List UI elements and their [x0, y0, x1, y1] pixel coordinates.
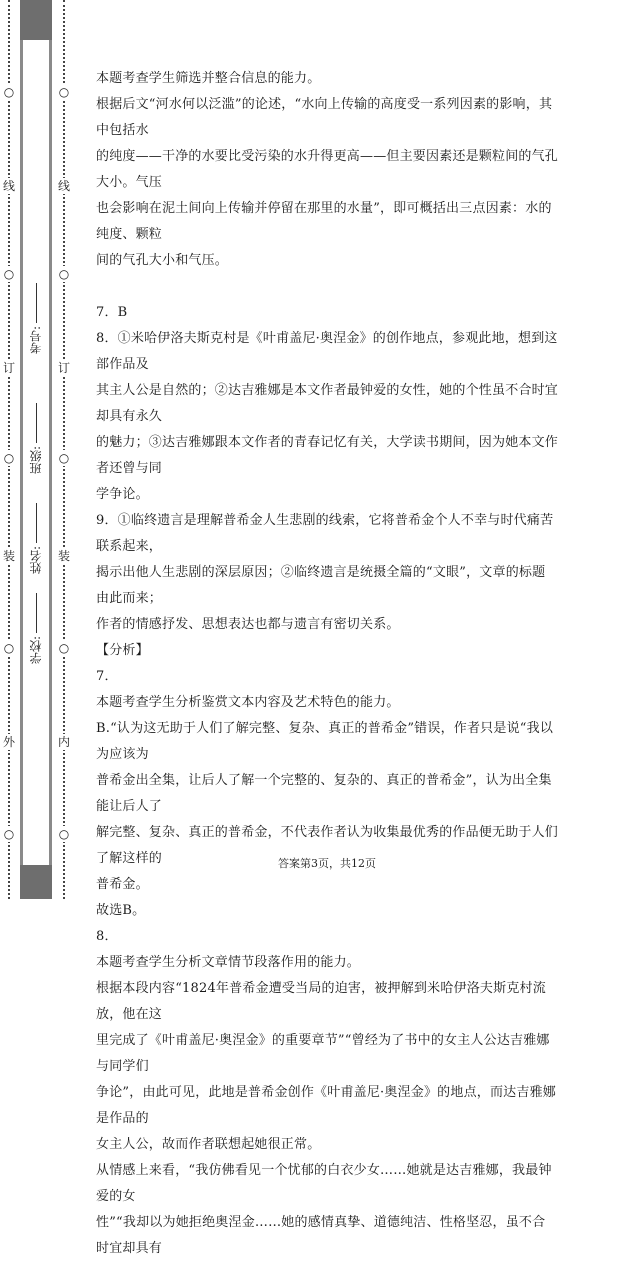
- outer-circle-mark: ○: [0, 266, 18, 282]
- text-line: 本题考查学生分析鉴赏文本内容及艺术特色的能力。: [96, 695, 400, 710]
- text-line: 争论”，由此可见，此地是普希金创作《叶甫盖尼·奥涅金》的地点，而达吉雅娜是作品的: [96, 1085, 556, 1126]
- text-line: 解完整、复杂、真正的普希金，不代表作者认为收集最优秀的作品便无助于人们了解这样的: [96, 825, 559, 866]
- text-line: 揭示出他人生悲剧的深层原因；②临终遗言是统摄全篇的“文眼”，文章的标题由此而来；: [96, 565, 546, 606]
- text-line: 根据后文“河水何以泛滥”的论述，“水向上传输的高度受一系列因素的影响，其中包括水: [96, 97, 553, 138]
- text-line: 从情感上来看，“我仿佛看见一个忧郁的白衣少女……她就是达吉雅娜，我最钟爱的女: [96, 1163, 552, 1204]
- class-label: 班级:: [29, 446, 43, 475]
- answer-8: 8．①米哈伊洛夫斯克村是《叶甫盖尼·奥涅金》的创作地点，参观此地，想到这部作品及: [96, 331, 558, 372]
- name-field: [20, 500, 52, 574]
- text-line: B.“认为这无助于人们了解完整、复杂、真正的普希金”错误，作者只是说“我以为应该为: [96, 721, 554, 762]
- outer-circle-mark: ○: [0, 640, 18, 656]
- school-label: 学校:: [29, 636, 43, 665]
- analysis-8-number: 8．: [96, 929, 118, 944]
- inner-circle-mark: ○: [55, 84, 73, 100]
- text-line: 根据本段内容“1824年普希金遭受当局的迫害，被押解到米哈伊洛夫斯克村流放，他在这: [96, 981, 546, 1022]
- class-field: [20, 400, 52, 474]
- text-line: 本题考查学生筛选并整合信息的能力。: [96, 71, 321, 86]
- text-line: 普希金出全集，让后人了解一个完整的、复杂的、真正的普希金”，认为出全集能让后人了: [96, 773, 552, 814]
- inner-binding-line: [55, 0, 73, 899]
- text-line: 性”“我却以为她拒绝奥涅金……她的感情真挚、道德纯洁、性格坚忍，虽不合时宜却具有: [96, 1215, 546, 1256]
- answer-7: 7．B: [96, 305, 128, 320]
- outer-mark-order: 订: [0, 360, 18, 376]
- band-top-block: [20, 0, 52, 40]
- school-underline: [36, 593, 37, 633]
- answer-9: 9．①临终遗言是理解普希金人生悲剧的线索，它将普希金个人不幸与时代痛苦联系起来，: [96, 513, 554, 554]
- text-line: 故选B。: [96, 903, 146, 918]
- text-line: 普希金。: [96, 877, 149, 892]
- inner-circle-mark: ○: [55, 266, 73, 282]
- exam-number-label: 考号:: [29, 326, 43, 355]
- inner-circle-mark: ○: [55, 826, 73, 842]
- analysis-7-number: 7．: [96, 669, 118, 684]
- text-line: 本题考查学生分析文章情节段落作用的能力。: [96, 955, 361, 970]
- name-underline: [36, 503, 37, 543]
- exam-number-field: [20, 280, 52, 354]
- outer-mark-line: 线: [0, 178, 18, 194]
- outer-circle-mark: ○: [0, 826, 18, 842]
- page-number-footer: 答案第3页，共12页: [278, 857, 376, 870]
- inner-mark-line: 线: [55, 178, 73, 194]
- text-line: 间的气孔大小和气压。: [96, 253, 229, 268]
- outer-mark-bind: 装: [0, 548, 18, 564]
- class-underline: [36, 403, 37, 443]
- outer-circle-mark: ○: [0, 450, 18, 466]
- school-field: [20, 590, 52, 664]
- inner-mark-inner: 内: [55, 734, 73, 750]
- text-line: 也会影响在泥土间向上传输并停留在那里的水量”，即可概括出三点因素：水的纯度、颗粒: [96, 201, 552, 242]
- answer-content: [96, 66, 558, 1262]
- text-line: 的魅力；③达吉雅娜跟本文作者的青春记忆有关，大学读书期间，因为她本文作者还曾与同: [96, 435, 559, 476]
- text-line: 女主人公，故而作者联想起她很正常。: [96, 1137, 321, 1152]
- outer-binding-line: [0, 0, 18, 899]
- inner-mark-bind: 装: [55, 548, 73, 564]
- inner-circle-mark: ○: [55, 640, 73, 656]
- band-bottom-block: [20, 865, 52, 899]
- blank-line: [96, 274, 558, 300]
- text-line: 的纯度——干净的水要比受污染的水升得更高——但主要因素还是颗粒间的气孔大小。气压: [96, 149, 559, 190]
- outer-circle-mark: ○: [0, 84, 18, 100]
- exam-number-underline: [36, 283, 37, 323]
- text-line: 里完成了《叶甫盖尼·奥涅金》的重要章节”“曾经为了书中的女主人公达吉雅娜与同学们: [96, 1033, 550, 1074]
- outer-mark-outer: 外: [0, 734, 18, 750]
- name-label: 姓名:: [29, 546, 43, 575]
- inner-mark-order: 订: [55, 360, 73, 376]
- text-line: 其主人公是自然的；②达吉雅娜是本文作者最钟爱的女性，她的个性虽不合时宜却具有永久: [96, 383, 559, 424]
- inner-circle-mark: ○: [55, 450, 73, 466]
- analysis-heading: 【分析】: [96, 643, 149, 658]
- text-line: 学争论。: [96, 487, 149, 502]
- text-line: 作者的情感抒发、思想表达也都与遗言有密切关系。: [96, 617, 400, 632]
